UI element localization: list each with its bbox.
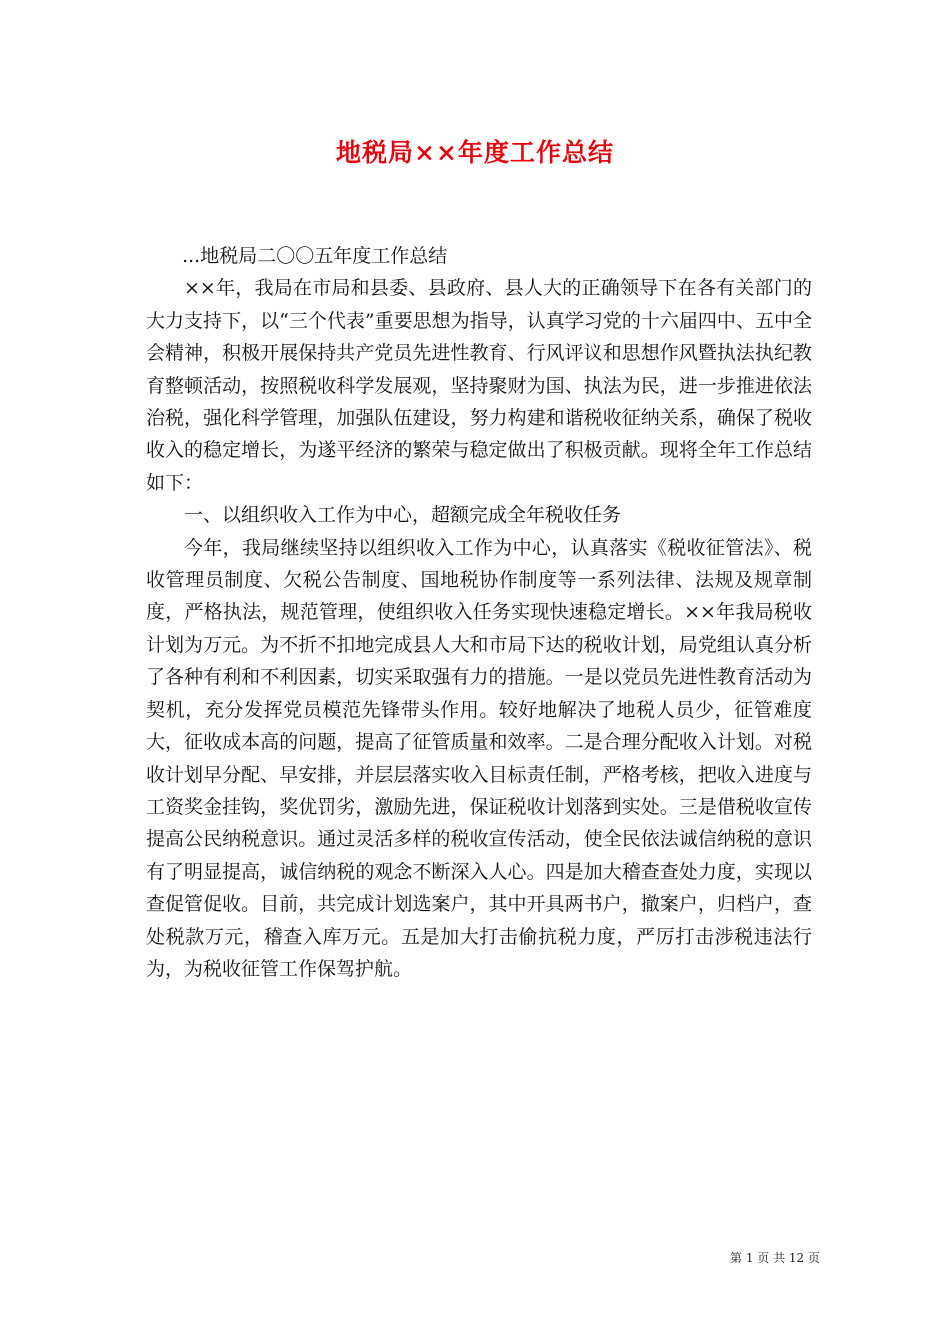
document-title: 地税局××年度工作总结 [336,138,614,167]
paragraph-section-1: 今年，我局继续坚持以组织收入工作为中心，认真落实《税收征管法》、税收管理员制度、欠税公告制度、国地税协作制度等一系列法律、法规及规章制度，严格执法，规范管理，使组织收入任务实现快速稳定增长。××年我局税收计划为万元。为不折不扣地完成县人大和市局下达的税收计划，局党组认真分析了各种有利和不利因素，切实采取强有力的措施。一是以党员先进性教育活动为契机，充分发挥党员模范先锋带头作用。较好地解决了地税人员少，征管难度大，征收成本高的问题，提高了征管质量和效率。二是合理分配收入计划。对税收计划早分配、早安排，并层层落实收入目标责任制，严格考核，把收入进度与工资奖金挂钩，奖优罚劣，激励先进，保证税收计划落到实处。三是借税收宣传提高公民纳税意识。通过灵活多样的税收宣传活动，使全民依法诚信纳税的意识有了明显提高，诚信纳税的观念不断深入人心。四是加大稽查查处力度，实现以查促管促收。目前，共完成计划选案户，其中开具两书户，撤案户，归档户，查处税款万元，稽查入库万元。五是加大打击偷抗税力度，严厉打击涉税违法行为，为税收征管工作保驾护航。 [146,536,812,980]
paragraph-subtitle: ...地税局二〇〇五年度工作总结 [182,245,448,267]
document-body [146,240,812,985]
page-number: 第 1 页 共 12 页 [730,1251,820,1265]
section-heading-1: 一、以组织收入工作为中心，超额完成全年税收任务 [184,504,622,527]
paragraph-intro: ××年，我局在市局和县委、县政府、县人大的正确领导下在各有关部门的大力支持下，以“三个代表”重要思想为指导，认真学习党的十六届四中、五中全会精神，积极开展保持共产党员先进性教育、行风评议和思想作风暨执法执纪教育整顿活动，按照税收科学发展观，坚持聚财为国、执法为民，进一步推进依法治税，强化科学管理，加强队伍建设，努力构建和谐税收征纳关系，确保了税收收入的稳定增长，为遂平经济的繁荣与稳定做出了积极贡献。现将全年工作总结如下： [146,277,812,494]
